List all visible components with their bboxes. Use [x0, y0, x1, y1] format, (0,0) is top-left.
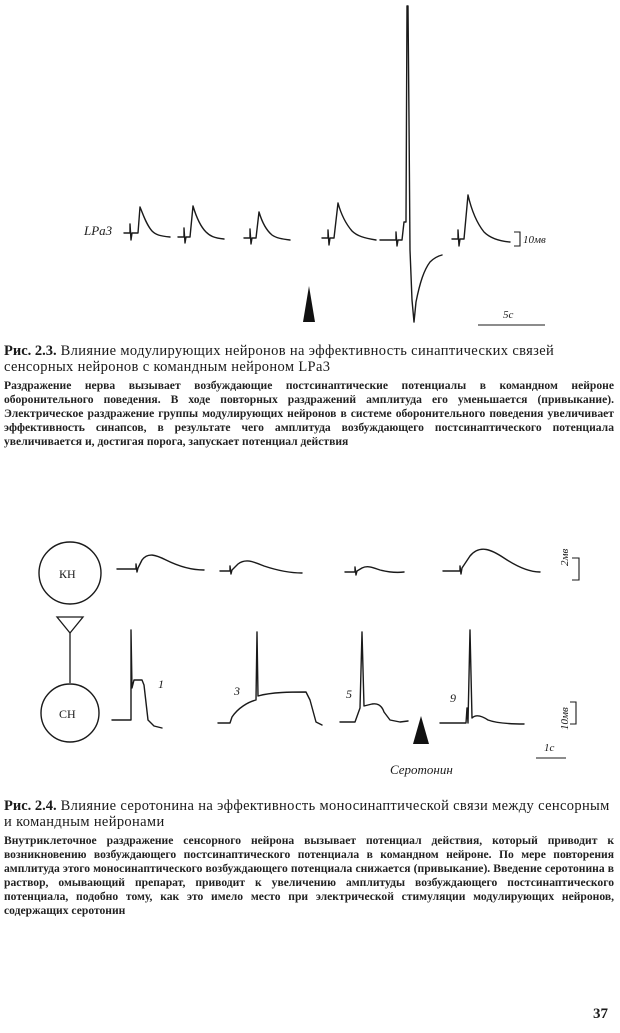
time-scale-label-2: 1с	[544, 742, 555, 754]
serotonin-marker-icon	[413, 716, 429, 744]
kn-trace-2	[220, 561, 302, 574]
sn-trace-9	[440, 630, 524, 724]
caption-body-2-4: Внутриклеточное раздражение сенсорного нейрона вызывает потенциал действия, который приводит к возникновению возбуждающего постсинаптического потенциала в командном нейроне. По мере повторения амплитуда этого моносинаптического возбуждающего потенциала снижается (привыкание). Введение серотонина в раствор, омывающий препарат, приводит к увеличению амплитуды возбуждающего постсинаптического потенциала, подобно тому, как это имело место при электрической стимуляции модулирующих нейронов, содержащих серотонин	[4, 834, 614, 917]
figure-2-3	[0, 0, 620, 335]
top-scale-bar	[572, 558, 579, 580]
trial-number-1: 1	[158, 677, 164, 691]
caption-2-4	[4, 798, 614, 918]
amplitude-scale-label: 10мв	[523, 234, 546, 246]
top-scale-label: 2мв	[559, 548, 571, 566]
kn-trace-3	[345, 567, 404, 575]
caption-heading-2-4: Влияние серотонина на эффективность моносинаптической связи между сенсорным и командным нейронами	[4, 798, 610, 830]
kn-trace-4	[443, 549, 540, 574]
kn-trace-1	[117, 555, 204, 572]
figure-2-4	[0, 520, 620, 790]
caption-title-2-4	[4, 798, 614, 830]
caption-label-2-4: Рис. 2.4.	[4, 798, 57, 814]
epsp-trace-4	[322, 203, 376, 245]
caption-title-2-3	[4, 343, 614, 375]
synapse-triangle-icon	[57, 617, 83, 633]
trial-number-9: 9	[450, 691, 456, 705]
page-number: 37	[593, 1006, 608, 1022]
caption-label-2-3: Рис. 2.3.	[4, 343, 57, 359]
epsp-trace-2	[178, 206, 224, 243]
action-potential-trace	[380, 6, 442, 322]
sensory-neuron-label: СН	[59, 707, 76, 721]
trial-number-5: 5	[346, 687, 352, 701]
epsp-trace-1	[124, 207, 170, 240]
time-scale-label: 5с	[503, 309, 514, 321]
caption-2-3	[4, 343, 614, 449]
amplitude-scale-bar	[514, 232, 520, 246]
sn-trace-1	[112, 630, 162, 728]
trial-number-3: 3	[234, 684, 240, 698]
caption-heading-2-3: Влияние модулирующих нейронов на эффективность синаптических связей сенсорных нейронов с командным нейроном LPa3	[4, 343, 555, 375]
command-neuron-label: КН	[59, 567, 76, 581]
bottom-scale-label: 10мв	[559, 707, 571, 730]
caption-body-2-3: Раздражение нерва вызывает возбуждающие постсинаптические потенциалы в командном нейроне оборонительного поведения. В ходе повторных раздражений амплитуда его уменьшается (привыкание). Электрическое раздражение группы модулирующих нейронов в системе оборонительного поведения увеличивает эффективность синапсов, в результате чего амплитуда возбуждающего постсинаптического потенциала увеличивается и, достигая порога, запускает потенциал действия	[4, 379, 614, 448]
sn-trace-3	[218, 632, 322, 725]
epsp-trace-3	[244, 212, 290, 244]
sn-trace-5	[340, 632, 408, 722]
stimulus-marker-icon	[303, 286, 315, 322]
epsp-trace-5	[452, 195, 510, 246]
serotonin-label: Серотонин	[390, 762, 453, 777]
trace-label-lpa3: LPa3	[84, 223, 113, 238]
